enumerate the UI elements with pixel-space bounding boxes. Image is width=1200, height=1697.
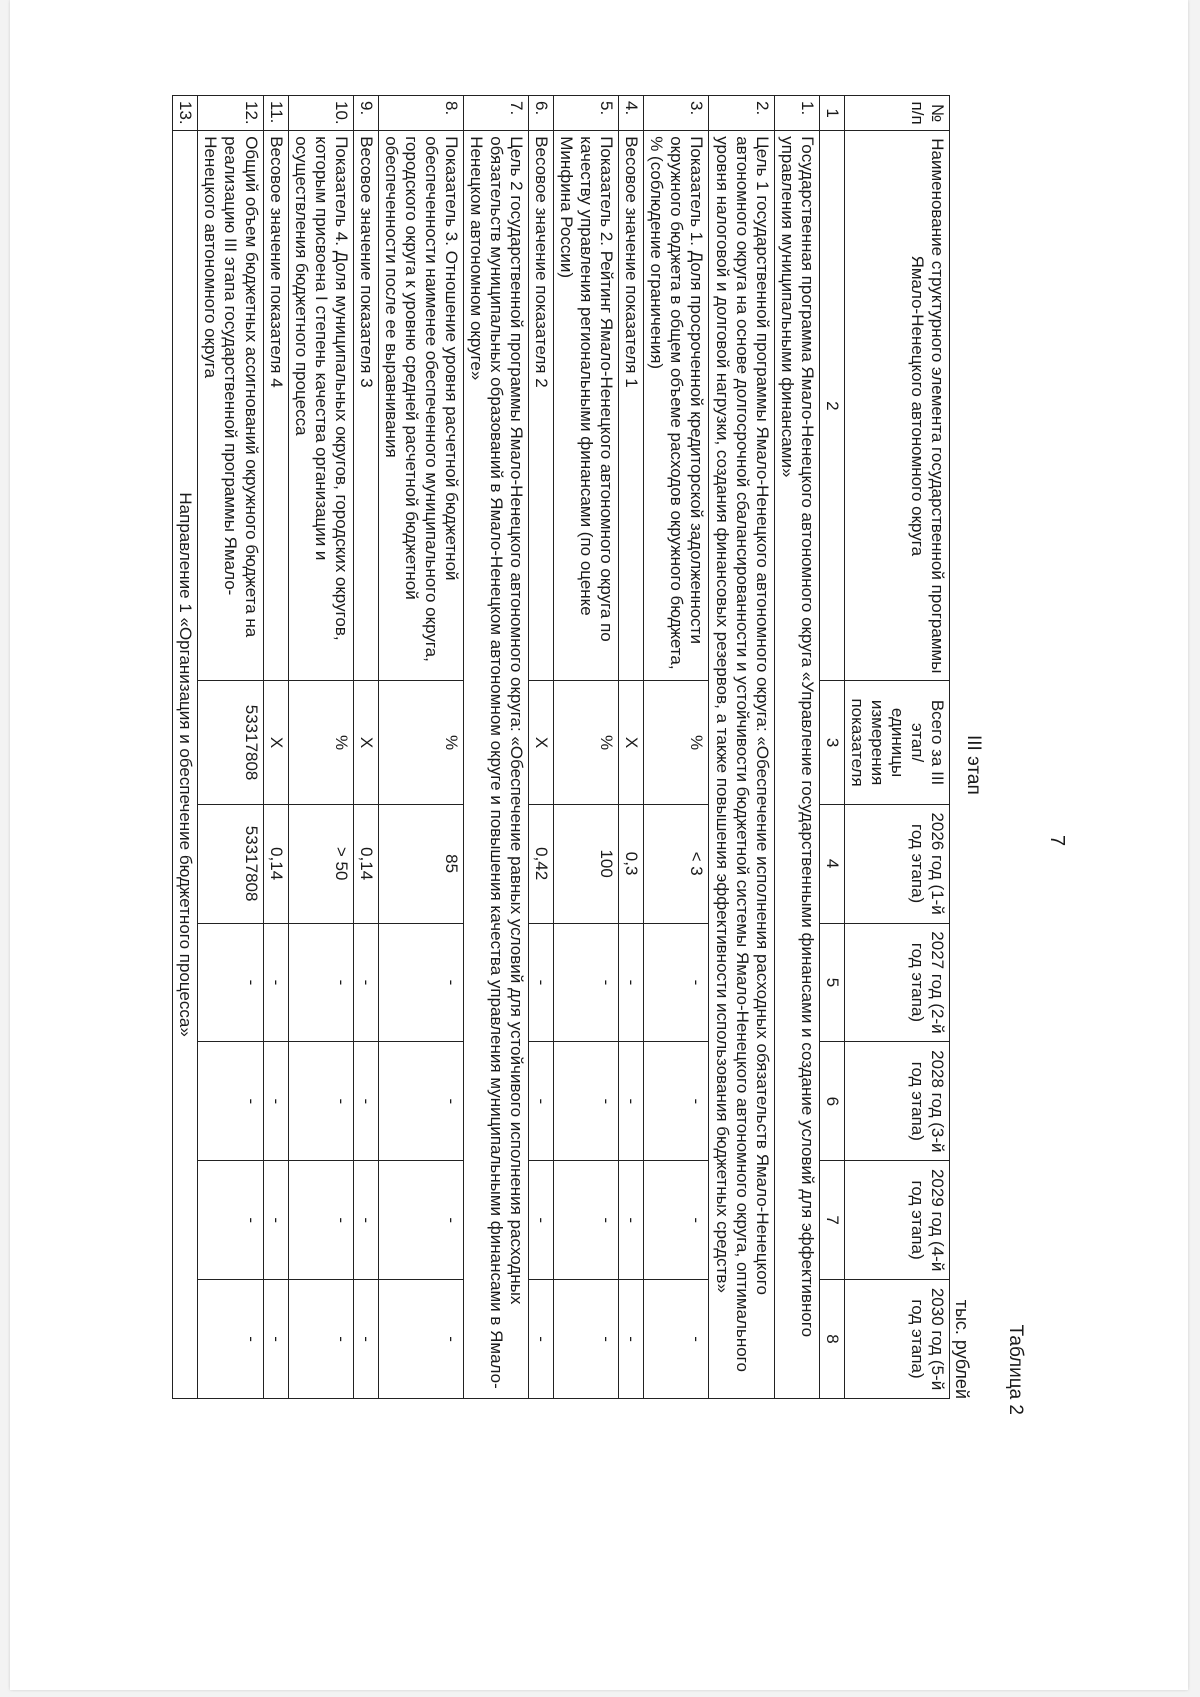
cell-2029: - (378, 1161, 463, 1280)
row-number: 10. (288, 96, 353, 131)
document-page (10, 0, 1188, 1690)
column-number-row (819, 96, 844, 1399)
row-number: 7. (463, 96, 528, 131)
cell-2027: - (353, 923, 378, 1042)
cell-2026: 100 (554, 804, 619, 923)
row-number: 13. (173, 96, 198, 131)
indicator-name: Весовое значение показателя 2 (529, 131, 554, 681)
cell-2028: - (529, 1042, 554, 1161)
cell-2028: - (263, 1042, 288, 1161)
cell-2027: - (263, 923, 288, 1042)
header-2029: 2029 год (4-й год этапа) (844, 1161, 949, 1280)
header-total: Всего за III этап/ единицы измерения показателя (844, 681, 949, 804)
cell-total: % (378, 681, 463, 804)
cell-2029: - (554, 1161, 619, 1280)
cell-2028: - (619, 1042, 644, 1161)
cell-2030: - (529, 1280, 554, 1399)
cell-2028: - (644, 1042, 709, 1161)
cell-2027: - (288, 923, 353, 1042)
table-row (263, 96, 288, 1399)
cell-2026: 0,42 (529, 804, 554, 923)
indicator-name: Весовое значение показателя 3 (353, 131, 378, 681)
row-number: 4. (619, 96, 644, 131)
cell-2027: - (378, 923, 463, 1042)
column-number: 6 (819, 1042, 844, 1161)
row-number: 6. (529, 96, 554, 131)
indicator-name: Общий объем бюджетных ассигнований окружного бюджета на реализацию III этапа государственной программы Ямало-Ненецкого автономного округа (198, 131, 263, 681)
table-row (619, 96, 644, 1399)
header-2026: 2026 год (1-й год этапа) (844, 804, 949, 923)
indicator-name: Весовое значение показателя 1 (619, 131, 644, 681)
cell-2026: 0,14 (353, 804, 378, 923)
column-number: 3 (819, 681, 844, 804)
table-row (378, 96, 463, 1399)
cell-2029: - (288, 1161, 353, 1280)
cell-2027: - (619, 923, 644, 1042)
stage-label: III этап (963, 735, 984, 795)
cell-2029: - (198, 1161, 263, 1280)
cell-total: % (288, 681, 353, 804)
indicator-name: Показатель 4. Доля муниципальных округов, городских округов, которым присвоена I степень качества организации и осуществления бюджетного процесса (288, 131, 353, 681)
table-row (353, 96, 378, 1399)
cell-2029: - (644, 1161, 709, 1280)
cell-2030: - (619, 1280, 644, 1399)
table-row (463, 96, 528, 1399)
direction-1-title: Направление 1 «Организация и обеспечение бюджетного процесса» (173, 131, 198, 1399)
column-number: 5 (819, 923, 844, 1042)
indicator-name: Показатель 1. Доля просроченной кредиторской задолженности окружного бюджета в общем объеме расходов окружного бюджета, % (соблюдение ограничения) (644, 131, 709, 681)
cell-2029: - (263, 1161, 288, 1280)
table-row (529, 96, 554, 1399)
indicator-name: Показатель 3. Отношение уровня расчетной бюджетной обеспеченности наименее обеспеченного муниципального округа, городского округа к уровню средней расчетной бюджетной обеспеченности после ее выравнивания (378, 131, 463, 681)
cell-2030: - (644, 1280, 709, 1399)
cell-total: % (644, 681, 709, 804)
table-row (173, 96, 198, 1399)
cell-2030: - (263, 1280, 288, 1399)
page-number: 7 (1046, 835, 1068, 847)
table-row (709, 96, 774, 1399)
cell-total: X (619, 681, 644, 804)
column-number: 2 (819, 131, 844, 681)
row-number: 3. (644, 96, 709, 131)
cell-2026: 0,14 (263, 804, 288, 923)
rotated-page-content (176, 95, 1070, 1595)
column-number: 4 (819, 804, 844, 923)
cell-2026: 85 (378, 804, 463, 923)
cell-2028: - (378, 1042, 463, 1161)
table-row (774, 96, 819, 1399)
program-title: Государственная программа Ямало-Ненецкого автономного округа «Управление государственными финансами и создание условий для эффективного управления муниципальными финансами» (774, 131, 819, 1399)
column-number: 1 (819, 96, 844, 131)
header-2028: 2028 год (3-й год этапа) (844, 1042, 949, 1161)
column-number: 7 (819, 1161, 844, 1280)
cell-2028: - (288, 1042, 353, 1161)
cell-2026: 0,3 (619, 804, 644, 923)
row-number: 11. (263, 96, 288, 131)
program-table (172, 95, 950, 1399)
indicator-name: Весовое значение показателя 4 (263, 131, 288, 681)
units-label: тыс. рублей (952, 1299, 972, 1399)
goal-1-text: Цель 1 государственной программы Ямало-Ненецкого автономного округа: «Обеспечение исполнения расходных обязательств Ямало-Ненецкого автономного округа на основе долгосрочной сбалансированности и устойчивости бюджетной системы Ямало-Ненецкого автономного округа, оптимального уровня налоговой и долговой нагрузки, создания финансовых резервов, а также повышения эффективности использования бюджетных средств» (709, 131, 774, 1399)
cell-2026: 53317808 (198, 804, 263, 923)
cell-2028: - (198, 1042, 263, 1161)
cell-2030: - (288, 1280, 353, 1399)
header-2030: 2030 год (5-й год этапа) (844, 1280, 949, 1399)
row-number: 8. (378, 96, 463, 131)
cell-2028: - (353, 1042, 378, 1161)
cell-2026: < 3 (644, 804, 709, 923)
cell-2026: > 50 (288, 804, 353, 923)
cell-2027: - (644, 923, 709, 1042)
page-header (950, 95, 1070, 1595)
cell-total: X (353, 681, 378, 804)
table-header-row (844, 96, 949, 1399)
table-row (288, 96, 353, 1399)
cell-2030: - (353, 1280, 378, 1399)
indicator-name: Показатель 2. Рейтинг Ямало-Ненецкого автономного округа по качеству управления региональными финансами (по оценке Минфина России) (554, 131, 619, 681)
column-number: 8 (819, 1280, 844, 1399)
cell-2030: - (198, 1280, 263, 1399)
row-number: 1. (774, 96, 819, 131)
cell-2029: - (619, 1161, 644, 1280)
row-number: 9. (353, 96, 378, 131)
cell-2028: - (554, 1042, 619, 1161)
row-number: 12. (198, 96, 263, 131)
table-row (644, 96, 709, 1399)
cell-2030: - (378, 1280, 463, 1399)
row-number: 5. (554, 96, 619, 131)
cell-2027: - (529, 923, 554, 1042)
header-element-name: Наименование структурного элемента государственной программы Ямало-Ненецкого автономного округа (844, 131, 949, 681)
cell-2027: - (198, 923, 263, 1042)
cell-2027: - (554, 923, 619, 1042)
header-2027: 2027 год (2-й год этапа) (844, 923, 949, 1042)
cell-2030: - (554, 1280, 619, 1399)
table-row (198, 96, 263, 1399)
row-number: 2. (709, 96, 774, 131)
cell-total: 53317808 (198, 681, 263, 804)
table-label: Таблица 2 (1005, 1324, 1026, 1415)
header-number: № п/п (844, 96, 949, 131)
cell-2029: - (529, 1161, 554, 1280)
cell-total: % (554, 681, 619, 804)
cell-total: X (529, 681, 554, 804)
table-row (554, 96, 619, 1399)
goal-2-text: Цель 2 государственной программы Ямало-Ненецкого автономного округа: «Обеспечение равных условий для устойчивого исполнения расходных обязательств муниципальных образований в Ямало-Ненецком автономном округе и повышения качества управления муниципальными финансами в Ямало-Ненецком автономном округе» (463, 131, 528, 1399)
cell-total: X (263, 681, 288, 804)
cell-2029: - (353, 1161, 378, 1280)
